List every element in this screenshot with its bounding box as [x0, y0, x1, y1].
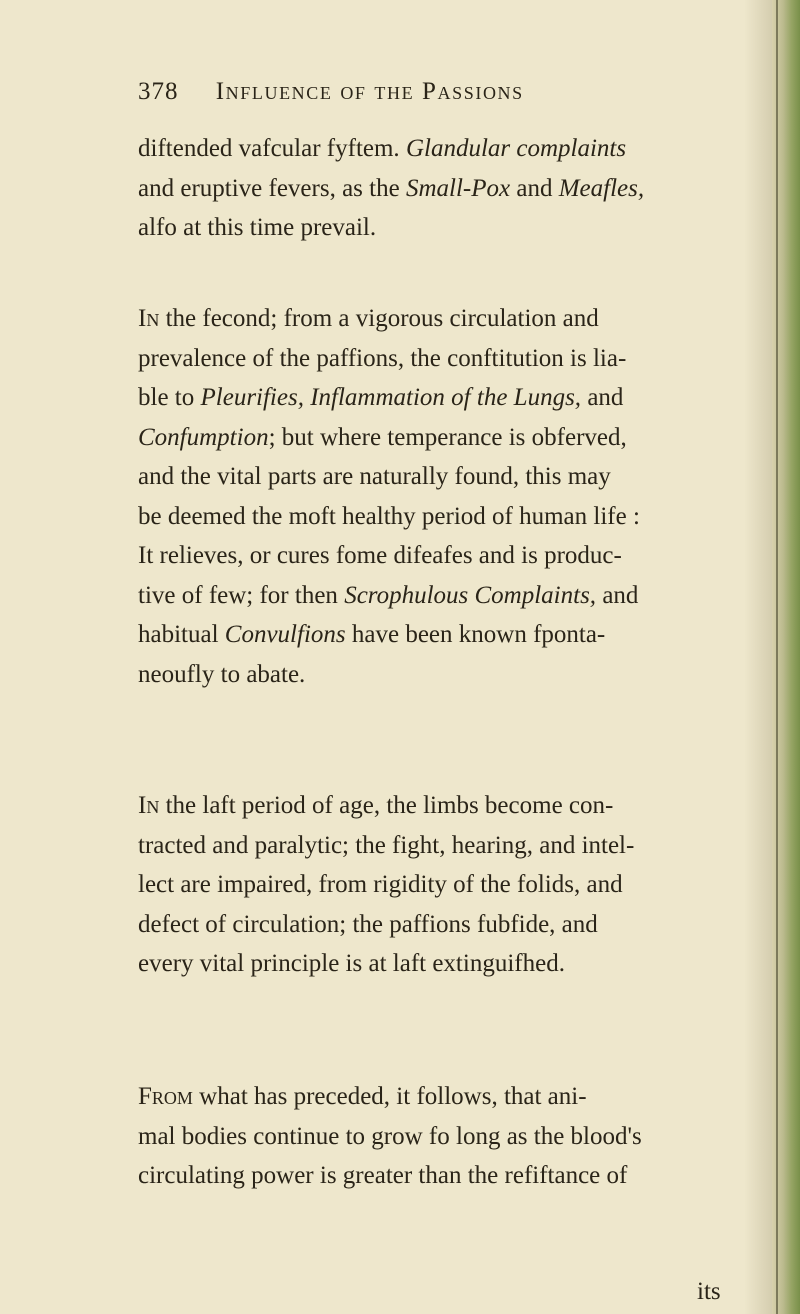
- running-title: Influence of the Passions: [215, 78, 524, 105]
- text-line: mal bodies continue to grow fo long as the blood's: [138, 1122, 642, 1150]
- text-line: every vital principle is at laft extinguifhed.: [138, 950, 565, 977]
- page-number: 378: [138, 78, 179, 105]
- paragraph-lead-word: From: [138, 1083, 193, 1110]
- text-line: diftended vafcular fyftem. Glandular complaints: [138, 135, 627, 162]
- text-line: be deemed the moft healthy period of human life :: [138, 502, 640, 530]
- text-line: circulating power is greater than the refiftance of: [138, 1162, 628, 1189]
- running-header: [138, 78, 524, 106]
- text-line: In the fecond; from a vigorous circulation and: [138, 305, 599, 332]
- text-line: and the vital parts are naturally found, this may: [138, 463, 611, 490]
- text-line: neoufly to abate.: [138, 660, 306, 688]
- paragraph-2: [138, 299, 738, 694]
- catchword: its: [697, 1278, 721, 1305]
- page-edge-line: [776, 0, 778, 1314]
- text-line: habitual Convulfions have been known fponta-: [138, 621, 606, 648]
- text-line: alfo at this time prevail.: [138, 214, 377, 241]
- text-line: and eruptive fevers, as the Small-Pox and Meafles,: [138, 174, 645, 202]
- paragraph-3: [138, 786, 738, 984]
- text-line: In the laft period of age, the limbs become con-: [138, 792, 614, 819]
- text-line: prevalence of the paffions, the conftitution is lia-: [138, 344, 627, 372]
- text-line: lect are impaired, from rigidity of the folids, and: [138, 871, 623, 898]
- paragraph-4: [138, 1077, 738, 1196]
- text-line: Confumption; but where temperance is obferved,: [138, 423, 627, 451]
- text-line: From what has preceded, it follows, that ani-: [138, 1083, 587, 1110]
- paragraph-1: [138, 129, 738, 248]
- paragraph-lead-word: In: [138, 305, 160, 332]
- paragraph-lead-word: In: [138, 792, 160, 819]
- text-line: It relieves, or cures fome difeafes and is produc-: [138, 542, 622, 569]
- text-line: tracted and paralytic; the fight, hearing, and intel-: [138, 831, 635, 859]
- text-line: ble to Pleurifies, Inflammation of the Lungs, and: [138, 384, 624, 411]
- text-line: defect of circulation; the paffions fubfide, and: [138, 910, 598, 938]
- text-line: tive of few; for then Scrophulous Complaints, and: [138, 581, 639, 609]
